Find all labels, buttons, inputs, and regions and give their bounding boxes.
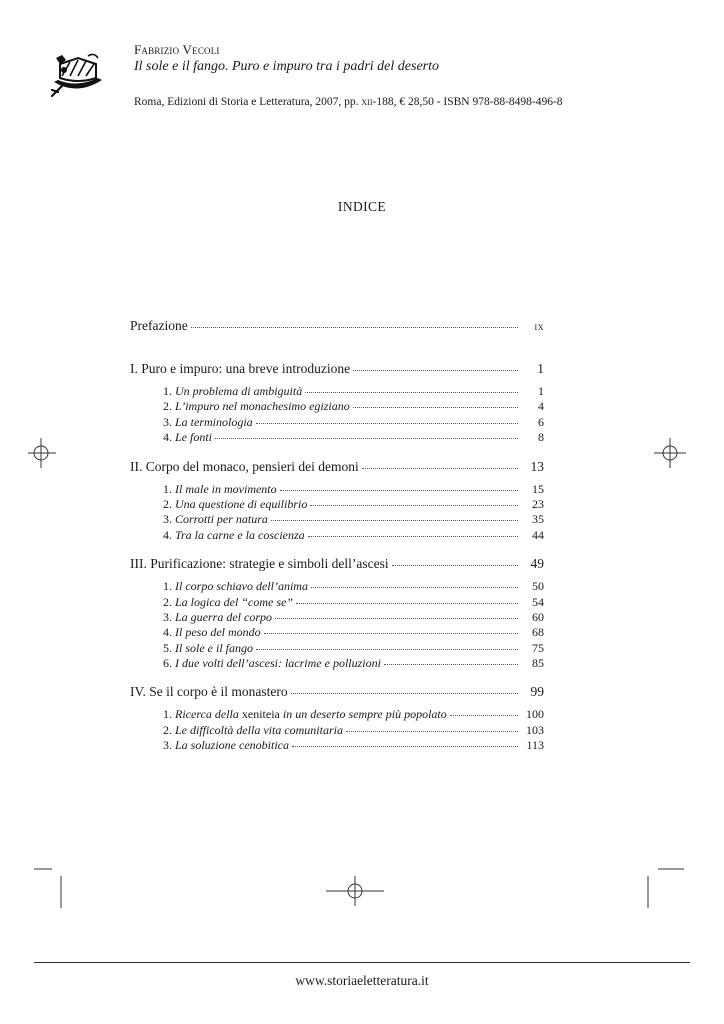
toc-page: ix: [534, 319, 544, 333]
toc-section-number: 4.: [163, 430, 172, 445]
toc-section-label-part: Ricerca della: [175, 707, 239, 722]
toc-page: 103: [526, 722, 544, 737]
dot-leader: [384, 664, 518, 665]
toc-page: 35: [532, 512, 544, 527]
author-name: Fabrizio Vecoli: [134, 42, 220, 57]
toc-section: [130, 595, 544, 610]
toc-section-label: La logica del “come se”: [175, 594, 293, 609]
toc-section-number: 2.: [163, 399, 172, 414]
registration-mark-icon: [28, 438, 56, 468]
publication-pages-roman: xii: [361, 96, 373, 108]
toc-section: [130, 641, 544, 656]
dot-leader: [311, 587, 518, 588]
dot-leader: [353, 370, 518, 371]
dot-leader: [305, 392, 518, 393]
publisher-website: www.storiaeletteratura.it: [295, 973, 429, 988]
toc-section-number: 3.: [163, 414, 172, 429]
toc-section-number: 1.: [163, 579, 172, 594]
toc-section-number: 5.: [163, 640, 172, 655]
toc-page: 13: [530, 458, 544, 474]
dot-leader: [392, 565, 518, 566]
toc-section-label: Il male in movimento: [175, 481, 277, 496]
dot-leader: [310, 505, 518, 506]
toc-page: 23: [532, 496, 544, 511]
toc-section: [130, 610, 544, 625]
dot-leader: [256, 649, 518, 650]
toc-section-label: Un problema di ambiguità: [175, 384, 303, 398]
toc-section: [130, 707, 544, 722]
toc-section: [130, 399, 544, 414]
toc-page: 4: [538, 399, 544, 414]
registration-mark-icon: [654, 438, 686, 468]
toc-section-number: 1.: [163, 707, 172, 722]
toc-section-label: Le fonti: [175, 430, 213, 445]
toc-section: [130, 528, 544, 543]
toc-section-number: 2.: [163, 594, 172, 609]
publication-prefix: Roma, Edizioni di Storia e Letteratura, 2007, pp.: [134, 96, 359, 108]
toc-entry-preface: [130, 318, 544, 334]
toc-page: 54: [532, 594, 544, 609]
toc-page: 99: [530, 684, 544, 700]
publisher-ship-logo-icon: [48, 52, 106, 98]
toc-section-label: L’impuro nel monachesimo egiziano: [175, 399, 350, 414]
toc-section-label: Il peso del mondo: [175, 625, 261, 640]
dot-leader: [275, 618, 518, 619]
toc-page: 60: [532, 609, 544, 624]
toc-section-number: 2.: [163, 722, 172, 737]
toc-page: 6: [538, 414, 544, 429]
toc-chapter-label: III. Purificazione: strategie e simboli dell’ascesi: [130, 556, 389, 572]
toc-chapter-1: [130, 361, 544, 377]
toc-chapter-label: I. Puro e impuro: una breve introduzione: [130, 361, 351, 376]
registration-mark-icon: [326, 876, 384, 906]
toc-section: [130, 656, 544, 671]
dot-leader: [271, 520, 518, 521]
toc-section-number: 2.: [163, 496, 172, 511]
toc-section: [130, 723, 544, 738]
toc-page: 75: [532, 640, 544, 655]
toc-section-label: Il corpo schiavo dell’anima: [175, 579, 308, 594]
toc-page: 68: [532, 625, 544, 640]
crop-mark-icon: [646, 860, 686, 908]
toc-section-label: Corrotti per natura: [175, 512, 268, 527]
toc-chapter-label: II. Corpo del monaco, pensieri dei demoni: [130, 458, 359, 474]
toc-section: [130, 415, 544, 430]
toc-section-label: I due volti dell’ascesi: lacrime e polluzioni: [175, 656, 381, 671]
toc-section: [130, 738, 544, 753]
dot-leader: [296, 603, 518, 604]
toc-page: 100: [526, 707, 544, 722]
dot-leader: [308, 536, 518, 537]
toc-section: [130, 430, 544, 445]
toc-page: 1: [538, 384, 544, 398]
toc-chapter-3: [130, 556, 544, 572]
dot-leader: [292, 746, 518, 747]
toc-section-number: 1.: [163, 384, 172, 398]
toc-page: 44: [532, 527, 544, 542]
toc-section: [130, 512, 544, 527]
dot-leader: [450, 715, 518, 716]
table-of-contents: [130, 318, 544, 754]
toc-section-label: Le difficoltà della vita comunitaria: [175, 722, 343, 737]
toc-section-label: Una questione di equilibrio: [175, 496, 308, 511]
toc-page: 15: [532, 481, 544, 496]
dot-leader: [215, 438, 518, 439]
toc-section-label-part: in un deserto sempre più popolato: [282, 707, 447, 722]
dot-leader: [353, 407, 518, 408]
dot-leader: [280, 490, 518, 491]
toc-section-number: 3.: [163, 609, 172, 624]
dot-leader: [191, 327, 518, 328]
toc-section-label: La guerra del corpo: [175, 609, 272, 624]
toc-label: Prefazione: [130, 318, 188, 333]
toc-section: [130, 625, 544, 640]
footer-divider: [34, 962, 690, 963]
toc-section: [130, 482, 544, 497]
crop-mark-icon: [34, 860, 70, 908]
toc-page: 49: [530, 556, 544, 572]
toc-section-label: Tra la carne e la coscienza: [175, 527, 305, 542]
toc-section-number: 3.: [163, 512, 172, 527]
toc-section-label: Il sole e il fango: [175, 640, 253, 655]
toc-chapter-label: IV. Se il corpo è il monastero: [130, 684, 288, 700]
dot-leader: [362, 468, 518, 469]
toc-page: 8: [538, 430, 544, 445]
toc-section: [130, 384, 544, 399]
toc-section-number: 4.: [163, 625, 172, 640]
toc-chapter-2: [130, 459, 544, 475]
publication-info: [134, 96, 563, 108]
toc-section-number: 1.: [163, 481, 172, 496]
toc-section: [130, 579, 544, 594]
toc-section: [130, 497, 544, 512]
index-heading: INDICE: [337, 199, 387, 214]
toc-section-label: La terminologia: [175, 414, 253, 429]
dot-leader: [346, 731, 518, 732]
toc-page: 113: [526, 738, 544, 753]
toc-section-number: 6.: [163, 656, 172, 671]
toc-chapter-4: [130, 684, 544, 700]
toc-page: 1: [537, 361, 544, 376]
toc-page: 85: [532, 656, 544, 671]
dot-leader: [264, 633, 518, 634]
toc-section-label: La soluzione cenobitica: [175, 738, 289, 753]
toc-page: 50: [532, 579, 544, 594]
dot-leader: [291, 693, 518, 694]
dot-leader: [256, 423, 518, 424]
toc-section-number: 4.: [163, 527, 172, 542]
toc-section-label-term: xeniteia: [241, 707, 280, 722]
publication-suffix: -188, € 28,50 - ISBN 978-88-8498-496-8: [372, 96, 563, 108]
book-title: Il sole e il fango. Puro e impuro tra i padri del deserto: [134, 59, 439, 74]
toc-section-number: 3.: [163, 738, 172, 753]
